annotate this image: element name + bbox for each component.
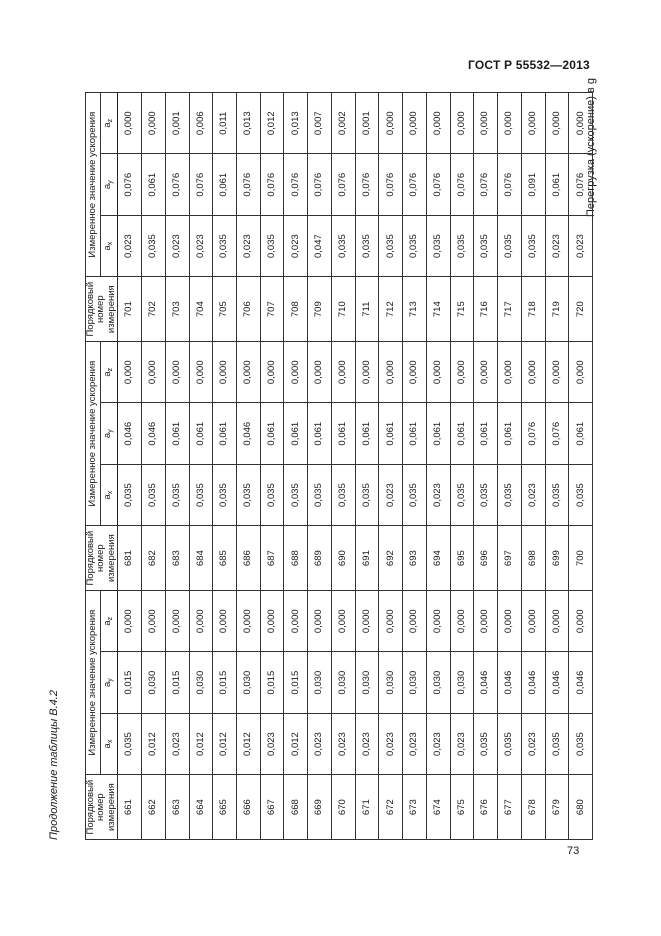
axis-header: $a_x$ bbox=[101, 713, 118, 774]
value-ay-cell: 0,076 bbox=[403, 154, 427, 215]
measurement-number-cell: 714 bbox=[426, 277, 450, 342]
value-az-cell: 0,011 bbox=[213, 93, 237, 155]
value-az-cell: 0,000 bbox=[331, 342, 355, 403]
value-ay-cell: 0,046 bbox=[142, 403, 166, 464]
table-row bbox=[236, 93, 260, 840]
value-ax-cell: 0,035 bbox=[355, 464, 379, 525]
measurement-number-cell: 665 bbox=[213, 775, 237, 840]
value-ay-cell: 0,030 bbox=[426, 652, 450, 713]
measurement-number-cell: 679 bbox=[545, 775, 569, 840]
value-az-cell: 0,001 bbox=[355, 93, 379, 155]
value-ax-cell: 0,023 bbox=[379, 464, 403, 525]
measurement-number-cell: 691 bbox=[355, 526, 379, 591]
value-ax-cell: 0,012 bbox=[284, 713, 308, 774]
measurement-number-cell: 690 bbox=[331, 526, 355, 591]
table-body bbox=[118, 93, 593, 840]
value-ax-cell: 0,035 bbox=[284, 464, 308, 525]
measurement-number-cell: 693 bbox=[403, 526, 427, 591]
value-az-cell: 0,002 bbox=[331, 93, 355, 155]
value-ax-cell: 0,035 bbox=[165, 464, 189, 525]
value-ax-cell: 0,035 bbox=[213, 464, 237, 525]
value-az-cell: 0,000 bbox=[450, 342, 474, 403]
measurement-number-cell: 688 bbox=[284, 526, 308, 591]
value-az-cell: 0,000 bbox=[142, 591, 166, 652]
value-ay-cell: 0,015 bbox=[213, 652, 237, 713]
value-ax-cell: 0,035 bbox=[498, 464, 522, 525]
value-ax-cell: 0,023 bbox=[521, 464, 545, 525]
value-ax-cell: 0,035 bbox=[498, 215, 522, 276]
rotated-table-frame bbox=[85, 92, 585, 840]
table-row bbox=[213, 93, 237, 840]
value-ay-cell: 0,076 bbox=[521, 403, 545, 464]
measurement-number-cell: 705 bbox=[213, 277, 237, 342]
value-ay-cell: 0,076 bbox=[165, 154, 189, 215]
table-row bbox=[426, 93, 450, 840]
axis-header: $a_z$ bbox=[101, 93, 118, 155]
measurement-number-cell: 671 bbox=[355, 775, 379, 840]
measurement-number-cell: 696 bbox=[474, 526, 498, 591]
value-ax-cell: 0,023 bbox=[545, 215, 569, 276]
value-ay-cell: 0,076 bbox=[379, 154, 403, 215]
measurement-number-cell: 708 bbox=[284, 277, 308, 342]
value-ax-cell: 0,035 bbox=[189, 464, 213, 525]
value-ay-cell: 0,046 bbox=[236, 403, 260, 464]
value-az-cell: 0,000 bbox=[498, 93, 522, 155]
value-ay-cell: 0,046 bbox=[545, 652, 569, 713]
value-ay-cell: 0,061 bbox=[569, 403, 593, 464]
value-ax-cell: 0,023 bbox=[189, 215, 213, 276]
value-az-cell: 0,000 bbox=[569, 342, 593, 403]
value-ay-cell: 0,076 bbox=[189, 154, 213, 215]
value-ax-cell: 0,012 bbox=[142, 713, 166, 774]
table-row bbox=[118, 93, 142, 840]
value-az-cell: 0,000 bbox=[213, 342, 237, 403]
axis-header: $a_z$ bbox=[101, 342, 118, 403]
value-az-cell: 0,000 bbox=[450, 591, 474, 652]
value-ax-cell: 0,035 bbox=[403, 464, 427, 525]
value-ax-cell: 0,035 bbox=[426, 215, 450, 276]
table-row bbox=[331, 93, 355, 840]
value-ay-cell: 0,076 bbox=[545, 403, 569, 464]
value-az-cell: 0,000 bbox=[379, 342, 403, 403]
value-ax-cell: 0,023 bbox=[379, 713, 403, 774]
value-ay-cell: 0,030 bbox=[379, 652, 403, 713]
measurement-number-cell: 661 bbox=[118, 775, 142, 840]
value-ay-cell: 0,046 bbox=[498, 652, 522, 713]
col-header-number: Порядковый номер измерения bbox=[86, 775, 118, 840]
value-ax-cell: 0,035 bbox=[474, 713, 498, 774]
measurement-number-cell: 702 bbox=[142, 277, 166, 342]
table-header-row bbox=[86, 93, 101, 840]
value-az-cell: 0,000 bbox=[426, 591, 450, 652]
value-ay-cell: 0,030 bbox=[450, 652, 474, 713]
axis-header: $a_y$ bbox=[101, 403, 118, 464]
value-ay-cell: 0,061 bbox=[474, 403, 498, 464]
value-az-cell: 0,000 bbox=[498, 591, 522, 652]
value-ay-cell: 0,091 bbox=[521, 154, 545, 215]
value-ay-cell: 0,061 bbox=[426, 403, 450, 464]
value-ax-cell: 0,012 bbox=[189, 713, 213, 774]
measurement-number-cell: 673 bbox=[403, 775, 427, 840]
value-ay-cell: 0,061 bbox=[284, 403, 308, 464]
value-ax-cell: 0,035 bbox=[308, 464, 332, 525]
value-ax-cell: 0,012 bbox=[236, 713, 260, 774]
value-ax-cell: 0,012 bbox=[213, 713, 237, 774]
value-ay-cell: 0,015 bbox=[284, 652, 308, 713]
value-az-cell: 0,000 bbox=[118, 342, 142, 403]
value-ax-cell: 0,035 bbox=[450, 215, 474, 276]
value-ay-cell: 0,061 bbox=[213, 403, 237, 464]
value-az-cell: 0,000 bbox=[355, 591, 379, 652]
value-ay-cell: 0,076 bbox=[118, 154, 142, 215]
table-row bbox=[189, 93, 213, 840]
measurement-number-cell: 685 bbox=[213, 526, 237, 591]
col-header-number: Порядковый номер измерения bbox=[86, 526, 118, 591]
value-az-cell: 0,000 bbox=[403, 591, 427, 652]
measurement-number-cell: 700 bbox=[569, 526, 593, 591]
measurement-number-cell: 686 bbox=[236, 526, 260, 591]
value-ax-cell: 0,023 bbox=[355, 713, 379, 774]
value-az-cell: 0,000 bbox=[426, 93, 450, 155]
value-az-cell: 0,000 bbox=[118, 591, 142, 652]
value-ay-cell: 0,030 bbox=[331, 652, 355, 713]
value-ay-cell: 0,015 bbox=[260, 652, 284, 713]
measurement-number-cell: 663 bbox=[165, 775, 189, 840]
value-ay-cell: 0,030 bbox=[355, 652, 379, 713]
value-az-cell: 0,000 bbox=[521, 93, 545, 155]
table-row bbox=[308, 93, 332, 840]
value-ax-cell: 0,023 bbox=[165, 713, 189, 774]
value-ay-cell: 0,046 bbox=[118, 403, 142, 464]
value-ax-cell: 0,023 bbox=[165, 215, 189, 276]
value-az-cell: 0,000 bbox=[545, 591, 569, 652]
measurement-number-cell: 664 bbox=[189, 775, 213, 840]
value-ay-cell: 0,046 bbox=[521, 652, 545, 713]
axis-header: $a_y$ bbox=[101, 154, 118, 215]
col-header-number: Порядковый номер измерения bbox=[86, 277, 118, 342]
value-az-cell: 0,000 bbox=[403, 93, 427, 155]
measurement-number-cell: 698 bbox=[521, 526, 545, 591]
table-row bbox=[260, 93, 284, 840]
value-ax-cell: 0,035 bbox=[355, 215, 379, 276]
measurement-number-cell: 716 bbox=[474, 277, 498, 342]
table-row bbox=[165, 93, 189, 840]
measurement-number-cell: 701 bbox=[118, 277, 142, 342]
value-az-cell: 0,000 bbox=[142, 342, 166, 403]
measurement-number-cell: 719 bbox=[545, 277, 569, 342]
value-ay-cell: 0,030 bbox=[189, 652, 213, 713]
measurement-number-cell: 715 bbox=[450, 277, 474, 342]
value-ay-cell: 0,076 bbox=[236, 154, 260, 215]
measurement-number-cell: 681 bbox=[118, 526, 142, 591]
value-az-cell: 0,000 bbox=[236, 591, 260, 652]
value-az-cell: 0,000 bbox=[189, 342, 213, 403]
value-az-cell: 0,000 bbox=[165, 342, 189, 403]
measurement-number-cell: 709 bbox=[308, 277, 332, 342]
value-az-cell: 0,000 bbox=[355, 342, 379, 403]
axis-header: $a_y$ bbox=[101, 652, 118, 713]
value-ax-cell: 0,023 bbox=[260, 713, 284, 774]
value-ay-cell: 0,030 bbox=[308, 652, 332, 713]
measurement-number-cell: 710 bbox=[331, 277, 355, 342]
measurement-number-cell: 675 bbox=[450, 775, 474, 840]
value-ax-cell: 0,035 bbox=[260, 215, 284, 276]
value-ay-cell: 0,061 bbox=[355, 403, 379, 464]
value-az-cell: 0,001 bbox=[165, 93, 189, 155]
measurement-number-cell: 704 bbox=[189, 277, 213, 342]
col-header-group: Измеренное значение ускорения bbox=[86, 93, 101, 277]
value-ay-cell: 0,076 bbox=[331, 154, 355, 215]
value-az-cell: 0,000 bbox=[308, 591, 332, 652]
measurement-number-cell: 676 bbox=[474, 775, 498, 840]
value-ax-cell: 0,035 bbox=[403, 215, 427, 276]
value-ay-cell: 0,076 bbox=[450, 154, 474, 215]
value-ax-cell: 0,035 bbox=[545, 464, 569, 525]
value-az-cell: 0,000 bbox=[426, 342, 450, 403]
value-az-cell: 0,013 bbox=[284, 93, 308, 155]
value-az-cell: 0,000 bbox=[118, 93, 142, 155]
value-az-cell: 0,000 bbox=[498, 342, 522, 403]
value-ax-cell: 0,035 bbox=[142, 215, 166, 276]
measurement-number-cell: 687 bbox=[260, 526, 284, 591]
value-az-cell: 0,000 bbox=[474, 591, 498, 652]
table-row bbox=[521, 93, 545, 840]
value-ay-cell: 0,046 bbox=[569, 652, 593, 713]
table-row bbox=[142, 93, 166, 840]
measurement-number-cell: 667 bbox=[260, 775, 284, 840]
value-ax-cell: 0,035 bbox=[213, 215, 237, 276]
value-ax-cell: 0,023 bbox=[331, 713, 355, 774]
measurement-number-cell: 711 bbox=[355, 277, 379, 342]
axis-header: $a_x$ bbox=[101, 464, 118, 525]
value-az-cell: 0,000 bbox=[260, 342, 284, 403]
value-ay-cell: 0,015 bbox=[118, 652, 142, 713]
value-ax-cell: 0,023 bbox=[118, 215, 142, 276]
value-ay-cell: 0,076 bbox=[308, 154, 332, 215]
value-ax-cell: 0,035 bbox=[331, 215, 355, 276]
table-row bbox=[355, 93, 379, 840]
value-ay-cell: 0,030 bbox=[142, 652, 166, 713]
value-ay-cell: 0,061 bbox=[260, 403, 284, 464]
value-ax-cell: 0,035 bbox=[331, 464, 355, 525]
measurement-number-cell: 694 bbox=[426, 526, 450, 591]
value-az-cell: 0,012 bbox=[260, 93, 284, 155]
measurement-number-cell: 718 bbox=[521, 277, 545, 342]
measurement-number-cell: 692 bbox=[379, 526, 403, 591]
value-ax-cell: 0,023 bbox=[403, 713, 427, 774]
value-ay-cell: 0,076 bbox=[426, 154, 450, 215]
measurement-number-cell: 668 bbox=[284, 775, 308, 840]
col-header-group: Измеренное значение ускорения bbox=[86, 591, 101, 775]
measurement-number-cell: 713 bbox=[403, 277, 427, 342]
value-ay-cell: 0,061 bbox=[403, 403, 427, 464]
value-az-cell: 0,000 bbox=[521, 342, 545, 403]
value-ax-cell: 0,035 bbox=[569, 464, 593, 525]
value-ax-cell: 0,035 bbox=[474, 464, 498, 525]
value-ay-cell: 0,076 bbox=[498, 154, 522, 215]
measurement-number-cell: 699 bbox=[545, 526, 569, 591]
table-continuation-caption: Продолжение таблицы В.4.2 bbox=[48, 690, 60, 840]
value-ax-cell: 0,035 bbox=[521, 215, 545, 276]
page-number: 73 bbox=[567, 845, 580, 857]
value-az-cell: 0,000 bbox=[284, 342, 308, 403]
value-az-cell: 0,000 bbox=[569, 93, 593, 155]
table-subheader-row bbox=[101, 93, 118, 840]
value-ax-cell: 0,023 bbox=[426, 464, 450, 525]
value-ay-cell: 0,015 bbox=[165, 652, 189, 713]
value-ay-cell: 0,076 bbox=[260, 154, 284, 215]
value-ax-cell: 0,035 bbox=[236, 464, 260, 525]
measurement-number-cell: 717 bbox=[498, 277, 522, 342]
value-az-cell: 0,000 bbox=[260, 591, 284, 652]
value-ax-cell: 0,023 bbox=[426, 713, 450, 774]
measurement-number-cell: 695 bbox=[450, 526, 474, 591]
measurement-number-cell: 720 bbox=[569, 277, 593, 342]
measurement-number-cell: 707 bbox=[260, 277, 284, 342]
value-az-cell: 0,006 bbox=[189, 93, 213, 155]
value-ay-cell: 0,061 bbox=[498, 403, 522, 464]
table-row bbox=[284, 93, 308, 840]
value-ax-cell: 0,023 bbox=[284, 215, 308, 276]
value-ay-cell: 0,061 bbox=[213, 154, 237, 215]
value-az-cell: 0,000 bbox=[450, 93, 474, 155]
table-container bbox=[85, 92, 585, 840]
measurement-number-cell: 666 bbox=[236, 775, 260, 840]
acceleration-table bbox=[85, 92, 593, 840]
value-ax-cell: 0,023 bbox=[450, 713, 474, 774]
measurement-number-cell: 684 bbox=[189, 526, 213, 591]
measurement-number-cell: 662 bbox=[142, 775, 166, 840]
value-ax-cell: 0,035 bbox=[118, 464, 142, 525]
value-ax-cell: 0,035 bbox=[142, 464, 166, 525]
axis-header: $a_x$ bbox=[101, 215, 118, 276]
value-az-cell: 0,000 bbox=[165, 591, 189, 652]
value-ax-cell: 0,035 bbox=[260, 464, 284, 525]
value-ay-cell: 0,061 bbox=[545, 154, 569, 215]
value-ay-cell: 0,061 bbox=[379, 403, 403, 464]
value-az-cell: 0,000 bbox=[474, 342, 498, 403]
value-ax-cell: 0,047 bbox=[308, 215, 332, 276]
measurement-number-cell: 674 bbox=[426, 775, 450, 840]
value-az-cell: 0,000 bbox=[545, 93, 569, 155]
measurement-number-cell: 669 bbox=[308, 775, 332, 840]
value-ax-cell: 0,035 bbox=[379, 215, 403, 276]
value-ay-cell: 0,061 bbox=[308, 403, 332, 464]
value-az-cell: 0,000 bbox=[379, 93, 403, 155]
value-ay-cell: 0,076 bbox=[569, 154, 593, 215]
table-row bbox=[569, 93, 593, 840]
value-ax-cell: 0,023 bbox=[569, 215, 593, 276]
measurement-number-cell: 670 bbox=[331, 775, 355, 840]
value-az-cell: 0,000 bbox=[213, 591, 237, 652]
value-ay-cell: 0,061 bbox=[189, 403, 213, 464]
value-ay-cell: 0,030 bbox=[236, 652, 260, 713]
value-ax-cell: 0,035 bbox=[118, 713, 142, 774]
value-ay-cell: 0,076 bbox=[474, 154, 498, 215]
measurement-number-cell: 689 bbox=[308, 526, 332, 591]
value-az-cell: 0,000 bbox=[545, 342, 569, 403]
measurement-number-cell: 682 bbox=[142, 526, 166, 591]
value-ax-cell: 0,035 bbox=[569, 713, 593, 774]
measurement-number-cell: 672 bbox=[379, 775, 403, 840]
value-ax-cell: 0,035 bbox=[474, 215, 498, 276]
value-ay-cell: 0,061 bbox=[142, 154, 166, 215]
value-az-cell: 0,000 bbox=[474, 93, 498, 155]
value-ay-cell: 0,030 bbox=[403, 652, 427, 713]
value-ay-cell: 0,061 bbox=[165, 403, 189, 464]
value-az-cell: 0,000 bbox=[331, 591, 355, 652]
value-az-cell: 0,000 bbox=[236, 342, 260, 403]
value-az-cell: 0,013 bbox=[236, 93, 260, 155]
axis-header: $a_z$ bbox=[101, 591, 118, 652]
standard-code: ГОСТ Р 55532—2013 bbox=[468, 58, 590, 72]
value-ay-cell: 0,076 bbox=[284, 154, 308, 215]
value-az-cell: 0,000 bbox=[379, 591, 403, 652]
measurement-number-cell: 680 bbox=[569, 775, 593, 840]
value-ax-cell: 0,023 bbox=[521, 713, 545, 774]
value-ay-cell: 0,061 bbox=[450, 403, 474, 464]
value-ax-cell: 0,023 bbox=[236, 215, 260, 276]
value-az-cell: 0,000 bbox=[142, 93, 166, 155]
value-ax-cell: 0,035 bbox=[450, 464, 474, 525]
value-ax-cell: 0,035 bbox=[498, 713, 522, 774]
value-az-cell: 0,000 bbox=[189, 591, 213, 652]
table-row bbox=[379, 93, 403, 840]
value-az-cell: 0,000 bbox=[521, 591, 545, 652]
table-row bbox=[403, 93, 427, 840]
value-ay-cell: 0,061 bbox=[331, 403, 355, 464]
table-row bbox=[545, 93, 569, 840]
measurement-number-cell: 712 bbox=[379, 277, 403, 342]
value-ax-cell: 0,035 bbox=[545, 713, 569, 774]
table-row bbox=[474, 93, 498, 840]
value-ay-cell: 0,046 bbox=[474, 652, 498, 713]
col-header-group: Измеренное значение ускорения bbox=[86, 342, 101, 526]
table-row bbox=[450, 93, 474, 840]
value-ax-cell: 0,023 bbox=[308, 713, 332, 774]
measurement-number-cell: 697 bbox=[498, 526, 522, 591]
value-az-cell: 0,000 bbox=[284, 591, 308, 652]
measurement-number-cell: 677 bbox=[498, 775, 522, 840]
measurement-number-cell: 706 bbox=[236, 277, 260, 342]
value-az-cell: 0,000 bbox=[403, 342, 427, 403]
value-az-cell: 0,000 bbox=[308, 342, 332, 403]
measurement-number-cell: 683 bbox=[165, 526, 189, 591]
measurement-number-cell: 678 bbox=[521, 775, 545, 840]
measurement-number-cell: 703 bbox=[165, 277, 189, 342]
table-row bbox=[498, 93, 522, 840]
value-ay-cell: 0,076 bbox=[355, 154, 379, 215]
value-az-cell: 0,000 bbox=[569, 591, 593, 652]
value-az-cell: 0,007 bbox=[308, 93, 332, 155]
unit-note: Перегрузка (ускорение) в g bbox=[585, 78, 597, 217]
